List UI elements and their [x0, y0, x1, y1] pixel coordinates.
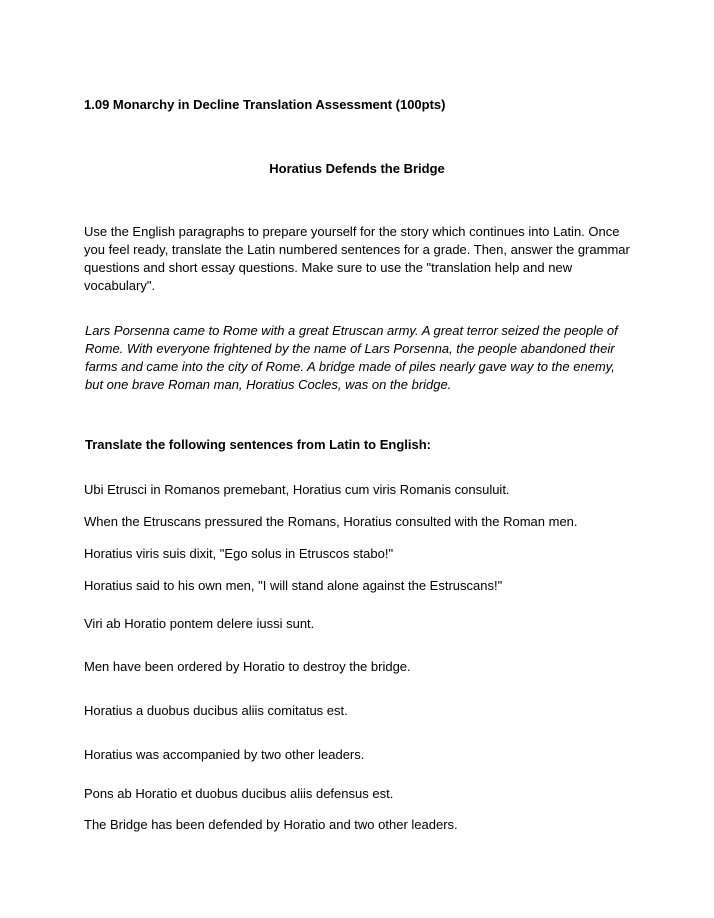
- translation-5: The Bridge has been defended by Horatio and two other leaders.: [84, 817, 458, 832]
- section-heading: Translate the following sentences from Latin to English:: [85, 437, 431, 452]
- latin-sentence-2: Horatius viris suis dixit, "Ego solus in Etruscos stabo!": [84, 546, 394, 561]
- instructions-paragraph: Use the English paragraphs to prepare yourself for the story which continues into Latin. Once you feel ready, translate the Latin numbered sentences for a grade. Then, answer the grammar questions and short essay questions. Make sure to use the "translation help and new vocabulary".: [84, 224, 630, 293]
- translation-2: Horatius said to his own men, "I will stand alone against the Estruscans!": [84, 578, 503, 593]
- latin-sentence-5: Pons ab Horatio et duobus ducibus aliis defensus est.: [84, 786, 394, 801]
- translation-1: When the Etruscans pressured the Romans, Horatius consulted with the Roman men.: [84, 514, 578, 529]
- latin-sentence-3: Viri ab Horatio pontem delere iussi sunt.: [84, 616, 315, 631]
- latin-sentence-4: Horatius a duobus ducibus aliis comitatus est.: [84, 703, 348, 718]
- translation-3: Men have been ordered by Horatio to destroy the bridge.: [84, 659, 411, 674]
- translation-4: Horatius was accompanied by two other leaders.: [84, 747, 365, 762]
- story-paragraph: Lars Porsenna came to Rome with a great Etruscan army. A great terror seized the people of Rome. With everyone frightened by the name of Lars Porsenna, the people abandoned their farms and came into the city of Rome. A bridge made of piles nearly gave way to the enemy, but one brave Roman man, Horatius Cocles, was on the bridge.: [85, 323, 618, 392]
- latin-sentence-1: Ubi Etrusci in Romanos premebant, Horatius cum viris Romanis consuluit.: [84, 482, 510, 497]
- page-title: 1.09 Monarchy in Decline Translation Assessment (100pts): [84, 97, 446, 112]
- story-title: Horatius Defends the Bridge: [269, 161, 445, 176]
